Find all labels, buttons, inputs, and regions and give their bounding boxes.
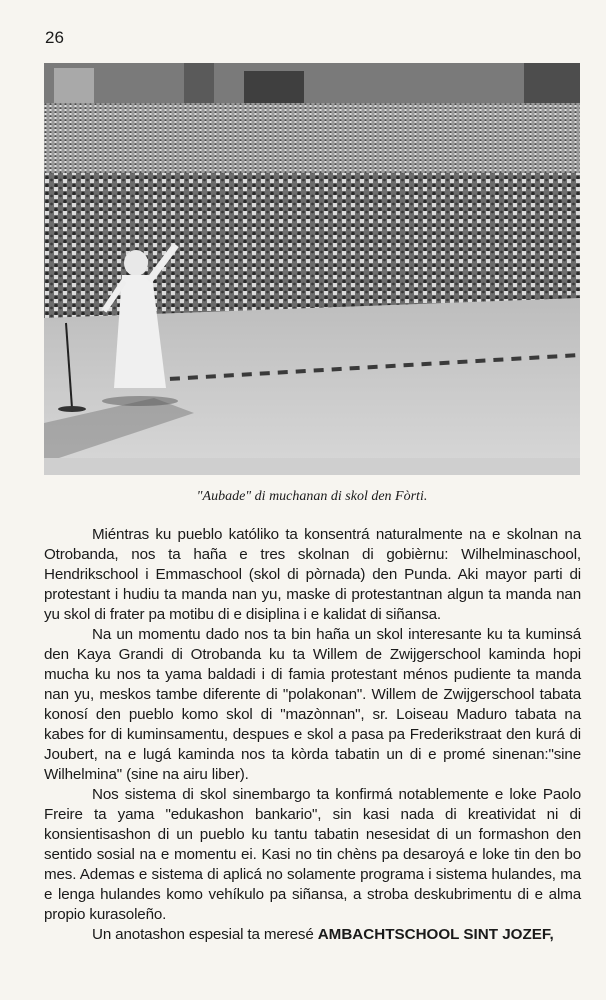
article-body — [44, 525, 581, 945]
paragraph: Miéntras ku pueblo katóliko ta konsentrá naturalmente na e skolnan na Otrobanda, nos ta haña e tres skolnan di gobièrnu: Wilhelminaschool, Hendrikschool i Emmaschool (skol di pòrnada) den Punda. Aki mayor parti di protestant i hudiu ta manda nan yu, maske di protestantnan algun ta manda nan yu skol di frater pa motibu di e disiplina i e kalidat di siñansa. — [44, 526, 581, 623]
crowd-photograph — [44, 63, 580, 475]
paragraph-last-text: Un anotashon espesial ta meresé — [92, 926, 314, 943]
paragraph: Nos sistema di skol sinembargo ta konfirmá notablemente e loke Paolo Freire ta yama "edukashon bankario", sin kasi nada di kreatividat ni di konsientisashon di un pueblo ku tantu tabatin nesesidat di un formashon den sentido sosial na e momentu ei. Kasi no tin chèns pa desaroyá e loke tin den bo mes. Ademas e sistema di aplicá no solamente programa i sistema hulandes, ma e lenga hulandes komo vehíkulo pa siñansa, a stroba deskubrimentu di e alma propio kurasoleño. — [44, 786, 581, 923]
crowd-photo-illustration — [44, 63, 580, 475]
page-number: 26 — [45, 28, 64, 47]
paragraph-last — [44, 925, 581, 945]
paragraph: Na un momentu dado nos ta bin haña un skol interesante ku ta kuminsá den Kaya Grandi di Otrobanda ku ta Willem de Zwijgerschool kaminda hopi mucha ku nos ta yama baldadi i di famia protestant ménos pudiente ta manda nan yu, meskos tambe diferente di "polakonan". Willem de Zwijgerschool tabata konosí den pueblo komo skol di "mazònnan", sr. Loiseau Maduro tabata na kabes for di kuminsamentu, despues e skol a pasa pa Frederikstraat den kurá di Joubert, na e lugá kaminda nos ta kòrda tabatin un di e promé sinenan:"sine Wilhelmina" (sine na airu liber). — [44, 626, 581, 783]
school-name-caps: AMBACHTSCHOOL SINT JOZEF, — [317, 926, 554, 943]
figure-caption: "Aubade" di muchanan di skol den Fòrti. — [196, 489, 428, 504]
